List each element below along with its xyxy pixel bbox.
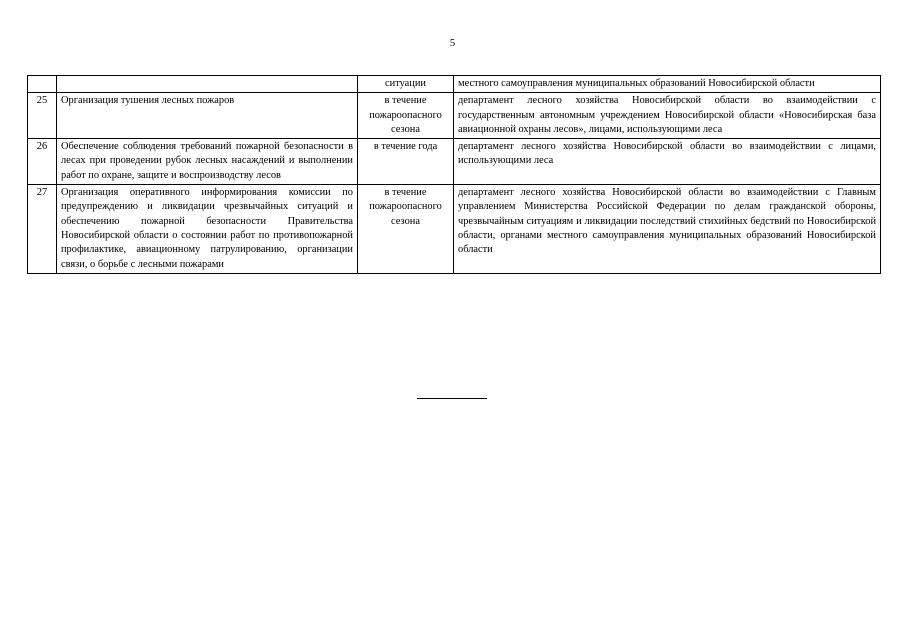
measure-term: в течение пожароопасного сезона	[358, 185, 454, 274]
measure-responsible: департамент лесного хозяйства Новосибирской области во взаимодействии с лицами, использующими леса	[454, 139, 881, 185]
table-row	[28, 76, 881, 93]
measure-term: ситуации	[358, 76, 454, 93]
page-number: 5	[449, 38, 456, 49]
measures-table	[27, 75, 881, 274]
measure-term: в течение пожароопасного сезона	[358, 93, 454, 139]
row-number	[28, 76, 57, 93]
measure-term: в течение года	[358, 139, 454, 185]
table-row	[28, 139, 881, 185]
measure-name: Обеспечение соблюдения требований пожарной безопасности в лесах при проведении рубок лесных насаждений и выполнении работ по охране, защите и воспроизводству лесов	[57, 139, 358, 185]
measure-name: Организация тушения лесных пожаров	[57, 93, 358, 139]
document-end-line	[417, 398, 487, 399]
measure-name	[57, 76, 358, 93]
measure-name: Организация оперативного информирования комиссии по предупреждению и ликвидации чрезвычайных ситуаций и обеспечению пожарной безопасности Правительства Новосибирской области о состоянии работ по противопожарной профилактике, авиационному патрулированию, организации связи, о борьбе с лесными пожарами	[57, 185, 358, 274]
table-row	[28, 185, 881, 274]
row-number: 25	[28, 93, 57, 139]
measure-responsible: местного самоуправления муниципальных образований Новосибирской области	[454, 76, 881, 93]
table-row	[28, 93, 881, 139]
measure-responsible: департамент лесного хозяйства Новосибирской области во взаимодействии с государственным автономным учреждением Новосибирской области «Новосибирская база авиационной охраны лесов», лицами, использующими леса	[454, 93, 881, 139]
row-number: 27	[28, 185, 57, 274]
row-number: 26	[28, 139, 57, 185]
measure-responsible: департамент лесного хозяйства Новосибирской области во взаимодействии с Главным управлением Министерства Российской Федерации по делам гражданской обороны, чрезвычайным ситуациям и ликвидации последствий стихийных бедствий по Новосибирской области, органами местного самоуправления муниципальных образований Новосибирской области	[454, 185, 881, 274]
